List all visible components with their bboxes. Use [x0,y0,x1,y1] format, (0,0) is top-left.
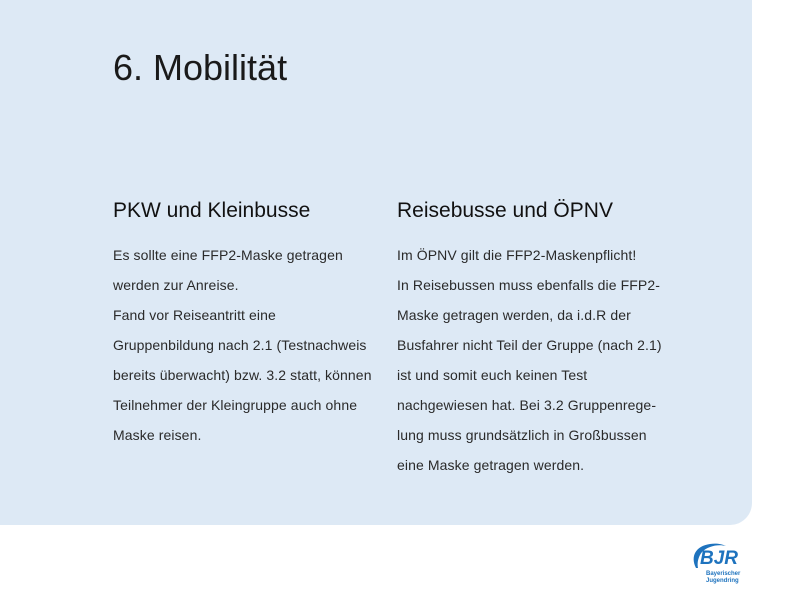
bjr-logo [686,538,750,586]
right-text [397,240,697,480]
text-line: Busfahrer nicht Teil der Gruppe (nach 2.1) [397,337,662,353]
text-line: Gruppenbildung nach 2.1 (Testnachweis [113,337,367,353]
logo-line1: Bayerischer [706,571,741,577]
text-line: werden zur Anreise. [113,277,239,293]
text-line: Teilnehmer der Kleingruppe auch ohne [113,397,358,413]
right-heading: Reisebusse und ÖPNV [397,199,613,222]
left-column [113,196,393,450]
text-line: Im ÖPNV gilt die FFP2-Maskenpflicht! [397,247,637,263]
text-line: nachgewiesen hat. Bei 3.2 Gruppenrege- [397,397,657,413]
text-line: Maske reisen. [113,427,202,443]
text-line: Maske getragen werden, da i.d.R der [397,307,631,323]
logo-mark: BJR [700,548,739,569]
left-text [113,240,393,450]
logo-line2: Jugendring [706,578,739,584]
text-line: Es sollte eine FFP2-Maske getragen [113,247,343,263]
slide-title: 6. Mobilität [113,47,288,88]
text-line: ist und somit euch keinen Test [397,367,588,383]
text-line: eine Maske getragen werden. [397,457,585,473]
text-line: Fand vor Reiseantritt eine [113,307,276,323]
text-line: bereits überwacht) bzw. 3.2 statt, können [113,367,372,383]
text-line: In Reisebussen muss ebenfalls die FFP2- [397,277,661,293]
left-heading: PKW und Kleinbusse [113,199,311,222]
text-line: lung muss grundsätzlich in Großbussen [397,427,647,443]
right-column [397,196,697,480]
